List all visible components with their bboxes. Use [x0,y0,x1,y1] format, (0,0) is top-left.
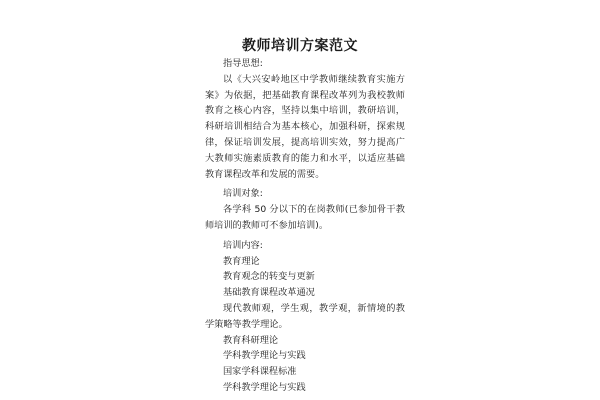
content-item: 学科教学理论与实践 [223,350,306,362]
modern-theory-paragraph: 现代教师观，学生观，教学观，新情境的教学策略等教学理论。 [205,302,405,330]
document-title: 教师培训方案范文 [242,38,358,54]
content-item: 基础教育课程改革通况 [223,287,315,299]
content-item: 学科教学理论与实践 [223,381,306,393]
content-item: 教育观念的转变与更新 [223,271,315,283]
document-body [205,56,405,396]
guiding-heading: 指导思想: [223,58,263,69]
content-heading: 培训内容: [223,239,263,251]
target-paragraph: 各学科 50 分以下的在岗教师(已参加骨干教师培训的教师可不参加培训)。 [205,204,405,231]
content-item: 教育科研理论 [223,334,279,346]
guiding-paragraph: 以《大兴安岭地区中学教师继续教育实施方案》为依据，把基础教育课程改革列为我校教师教育之核心内容，坚持以集中培训，教研培训，科研培训相结合为基本核心，加强科研，探索规律，保证培训发展，提高培训实效，努力提高广大教师实施素质教育的能力和水平，以适应基础教育课程改革和发展的需要。 [205,73,405,180]
content-item: 教育理论 [223,255,260,267]
target-heading: 培训对象: [223,188,263,200]
content-item: 国家学科课程标准 [223,366,297,378]
